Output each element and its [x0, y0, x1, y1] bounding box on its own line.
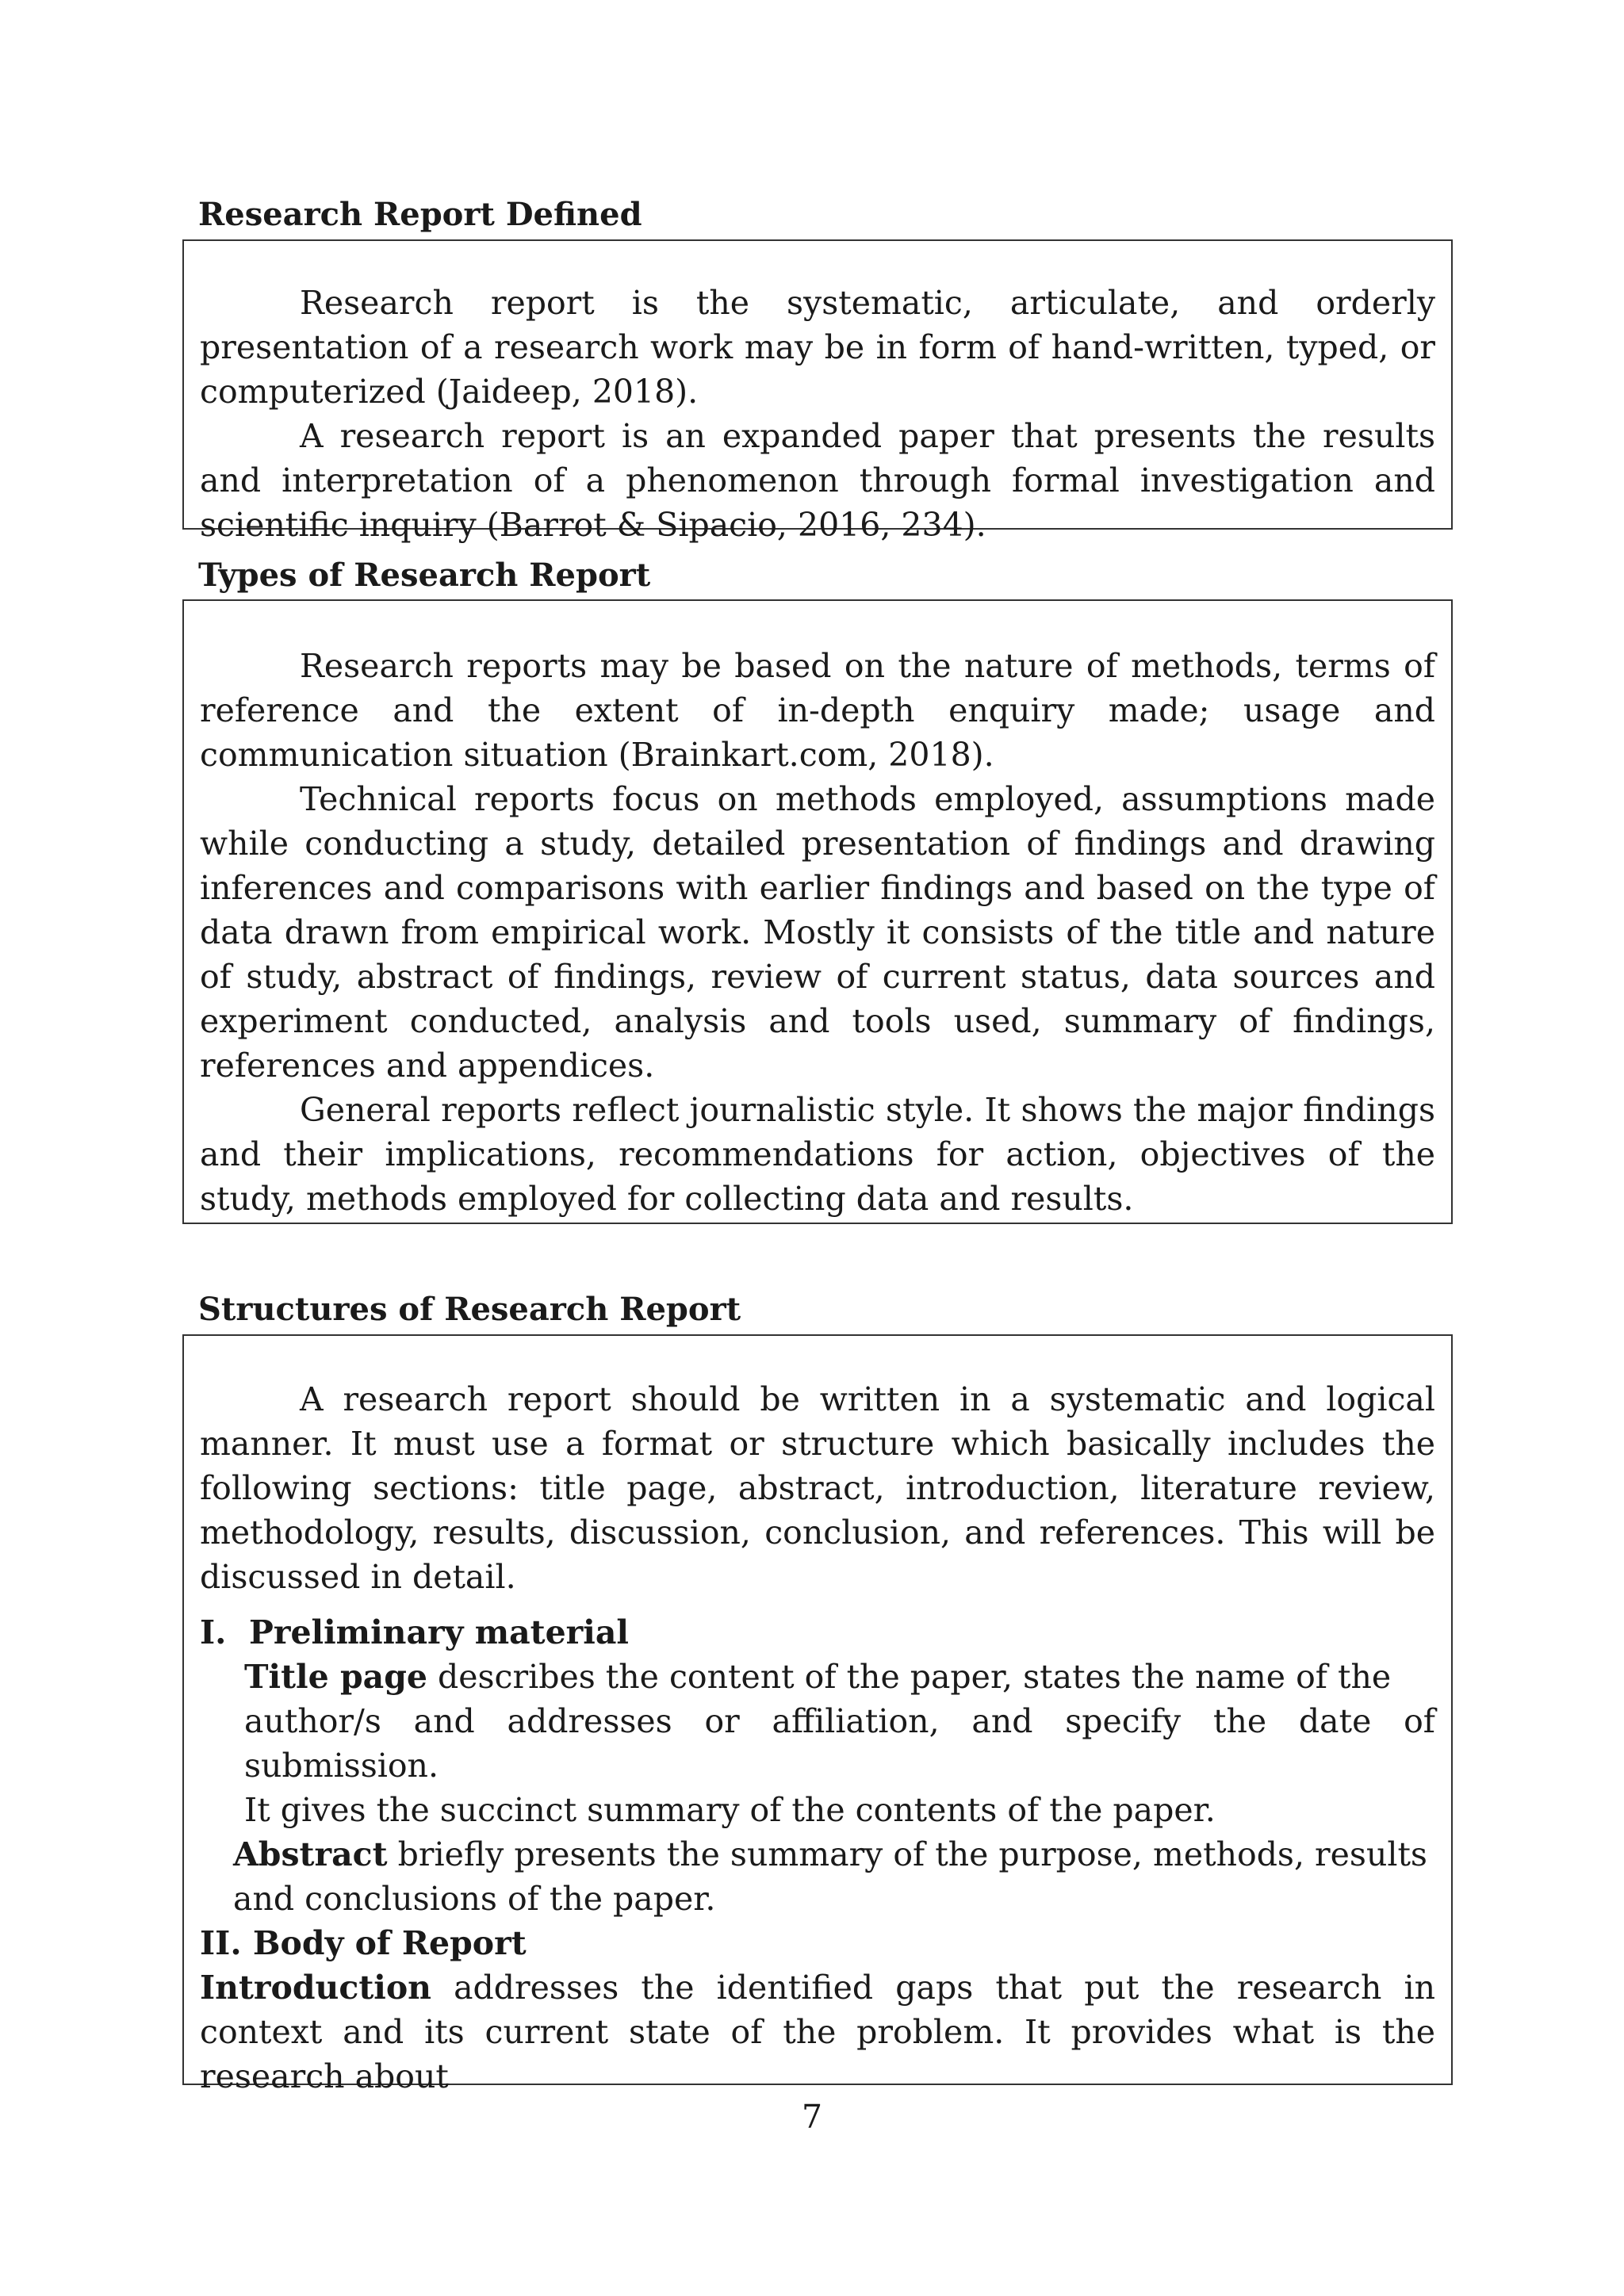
section-heading-structures: Structures of Research Report — [198, 1291, 741, 1328]
abstract-text-1: briefly presents the summary of the purpose, methods, results — [387, 1835, 1427, 1873]
introduction-text: addresses the identified gaps that put the research in context and its current state of the problem. It provides what is the research about — [200, 1969, 1435, 2095]
preliminary-heading — [200, 1610, 1435, 1655]
introduction-paragraph — [200, 1965, 1435, 2099]
types-box — [182, 599, 1453, 1224]
preliminary-title: Preliminary material — [249, 1613, 630, 1651]
title-page-line-3: It gives the succinct summary of the contents of the paper. — [244, 1791, 1216, 1829]
defined-paragraph-1: Research report is the systematic, articulate, and orderly presentation of a research work may be in form of hand-written, typed, or computerized (Jaideep, 2018). — [200, 284, 1435, 411]
defined-paragraph-2: A research report is an expanded paper that presents the results and interpretation of a phenomenon through formal investigation and scientific inquiry (Barrot & Sipacio, 2016, 234). — [200, 417, 1435, 544]
title-page-line-1 — [244, 1655, 1435, 1699]
defined-box — [182, 239, 1453, 544]
title-page-text-1: describes the content of the paper, states the name of the — [427, 1658, 1392, 1696]
section-heading-defined: Research Report Defined — [198, 196, 642, 233]
types-paragraph-2: Technical reports focus on methods employed, assumptions made while conducting a study, detailed presentation of findings and drawing inferences and comparisons with earlier findings and based on the type of data drawn from empirical work. Mostly it consists of the title and nature of study, abstract of findings, review of current status, data sources and experiment conducted, analysis and tools used, summary of findings, references and appendices. — [200, 780, 1435, 1085]
types-paragraph-3: General reports reflect journalistic style. It shows the major findings and their implications, recommendations for action, objectives of the study, methods employed for collecting data and results. — [200, 1091, 1435, 1218]
preliminary-numeral: I. — [200, 1613, 227, 1651]
page-number: 7 — [801, 2098, 823, 2136]
structures-intro: A research report should be written in a systematic and logical manner. It must use a format or structure which basically includes the following sections: title page, abstract, introduction, literature review, methodology, results, discussion, conclusion, and references. This will be discussed in detail. — [200, 1380, 1435, 1596]
abstract-term: Abstract — [233, 1835, 388, 1873]
abstract-line-2: and conclusions of the paper. — [233, 1880, 716, 1918]
introduction-term: Introduction — [200, 1969, 431, 2007]
section-heading-types: Types of Research Report — [198, 557, 651, 594]
title-page-line-2: author/s and addresses or affiliation, and specify the date of submission. — [244, 1702, 1435, 1785]
title-page-item — [200, 1655, 1435, 1832]
title-page-term: Title page — [244, 1658, 427, 1696]
structures-box — [182, 1334, 1453, 2095]
abstract-line-1 — [233, 1832, 1435, 1877]
types-paragraph-1: Research reports may be based on the nature of methods, terms of reference and the extent of in-depth enquiry made; usage and communication situation (Brainkart.com, 2018). — [200, 647, 1435, 774]
abstract-item — [200, 1832, 1435, 1921]
body-heading: II. Body of Report — [200, 1924, 527, 1962]
